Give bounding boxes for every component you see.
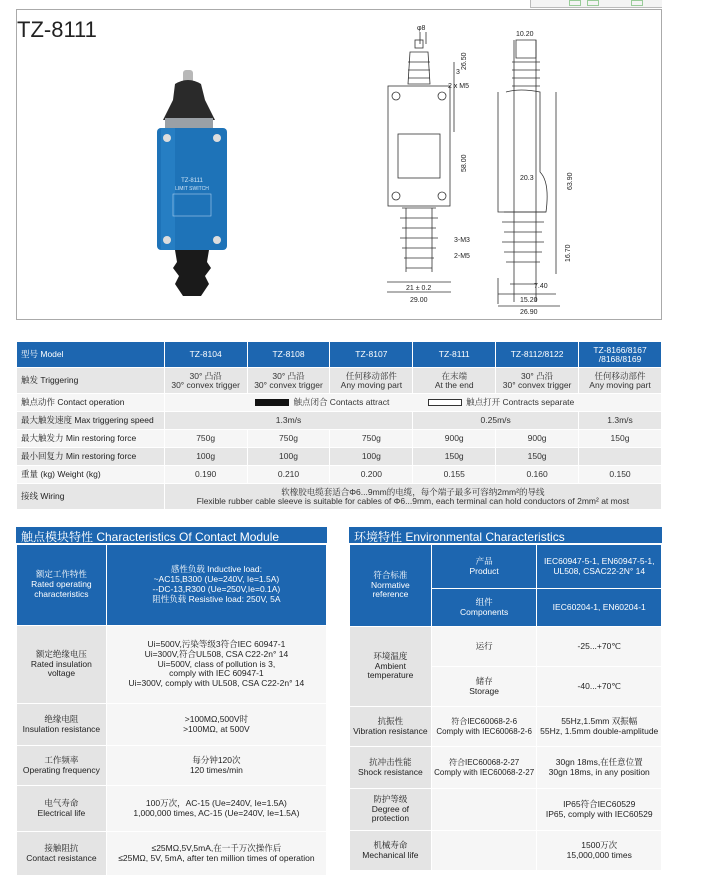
dim-label: 26.50 <box>461 52 468 70</box>
dim-label: 58.00 <box>461 154 468 172</box>
row-value: Ui=500V,污染等级3符合IEC 60947-1 Ui=300V,符合UL508, CSA C22-2n° 14 Ui=500V, class of pollution is 3, comply with IEC 60947-1 Ui=300V, comply with UL508, CSA C22-2n° 14 <box>106 626 326 704</box>
cell: 1.3m/s <box>579 412 662 430</box>
contact-module-table <box>16 544 327 876</box>
toolbar-button[interactable] <box>631 0 643 6</box>
model-title: TZ-8111 <box>17 17 97 42</box>
wiring-cn: 软橡胶电缆套适合Φ6...9mm的电缆，每个端子最多可容纳2mm²的导线 <box>281 486 545 497</box>
cell: 900g <box>413 430 496 448</box>
row-label: 绝缘电阻 Insulation resistance <box>17 704 107 746</box>
row-value: 感性负载 Inductive load: ~AC15,B300 (Ue=240V, Ie=1.5A) --DC-13,R300 (Ue=250V,Ie=0.1A) 阻性负载 Resistive load: 250V, 5A <box>106 545 326 626</box>
dimension-drawing <box>370 22 600 318</box>
wiring-cell <box>164 484 661 510</box>
row-label: 环境温度 Ambient temperature <box>350 627 432 707</box>
row-value: ≤25MΩ,5V,5mA,在一千万次操作后 ≤25MΩ, 5V, 5mA, after ten million times of operation <box>106 832 326 876</box>
cell: 在末端 At the end <box>413 368 496 394</box>
header-col: TZ-8107 <box>330 342 413 368</box>
row-label: 机械寿命 Mechanical life <box>350 831 432 871</box>
dim-label: 20.3 <box>520 175 534 182</box>
contact-attract-label: 触点闭合 Contacts attract <box>293 397 390 408</box>
sub-label: 符合IEC60068-2-27 Comply with IEC60068-2-27 <box>431 747 537 789</box>
contact-closed-swatch <box>255 399 289 406</box>
row-value: IEC60947-5-1, EN60947-5-1, UL508, CSAC22-2N° 14 <box>537 545 662 589</box>
cell: 0.155 <box>413 466 496 484</box>
row-label: 触发 Triggering <box>17 368 165 394</box>
dim-label: 2 x M5 <box>448 83 470 90</box>
dim-label: 10.20 <box>516 31 534 38</box>
row-label: 接触阻抗 Contact resistance <box>17 832 107 876</box>
cell: 750g <box>164 430 247 448</box>
cell: 750g <box>330 430 413 448</box>
dim-label: φ8 <box>417 25 426 32</box>
environmental-title: 环境特性 Environmental Characteristics <box>349 527 662 543</box>
spec-table <box>16 341 662 510</box>
dim-label: 21 ± 0.2 <box>406 285 432 292</box>
row-value: -40...+70℃ <box>537 667 662 707</box>
row-value: 1500万次 15,000,000 times <box>537 831 662 871</box>
sub-label: 符合IEC60068-2-6 Comply with IEC60068-2-6 <box>431 707 537 747</box>
cell: 750g <box>247 430 330 448</box>
cell: 0.150 <box>579 466 662 484</box>
cell: 150g <box>496 448 579 466</box>
row-value: -25...+70℃ <box>537 627 662 667</box>
product-photo <box>155 70 245 300</box>
cell: 150g <box>413 448 496 466</box>
row-label: 防护等级 Degree of protection <box>350 789 432 831</box>
product-label-type: LIMIT SWITCH <box>175 186 209 192</box>
row-value: >100MΩ,500V时 >100MΩ, at 500V <box>106 704 326 746</box>
cell: 100g <box>330 448 413 466</box>
row-label: 最小回复力 Min restoring force <box>17 448 165 466</box>
rubber-boot <box>163 80 215 120</box>
sub-label: 运行 <box>431 627 537 667</box>
cell: 900g <box>496 430 579 448</box>
wiring-en: Flexible rubber cable sleeve is suitable for cables of Φ6...9mm, each terminal can hold conductors of 2mm² at most <box>196 495 630 506</box>
cell <box>579 448 662 466</box>
dim-label: 15.20 <box>520 297 538 304</box>
cell: 100g <box>164 448 247 466</box>
empty-cell <box>431 789 537 831</box>
header-col: TZ-8166/8167 /8168/8169 <box>579 342 662 368</box>
product-label-model: TZ-8111 <box>181 178 203 184</box>
header-model: 型号 Model <box>17 342 165 368</box>
cell: 150g <box>579 430 662 448</box>
contact-separate-label: 触点打开 Contracts separate <box>466 397 575 408</box>
row-label: 抗冲击性能 Shock resistance <box>350 747 432 789</box>
cell: 任何移动部件 Any moving part <box>579 368 662 394</box>
header-col: TZ-8111 <box>413 342 496 368</box>
header-col: TZ-8112/8122 <box>496 342 579 368</box>
dim-label: 29.00 <box>410 297 428 304</box>
row-value: 100万次，AC-15 (Ue=240V, Ie=1.5A) 1,000,000 times, AC-15 (Ue=240V, Ie=1.5A) <box>106 786 326 832</box>
contact-module-title: 触点模块特性 Characteristics Of Contact Module <box>16 527 327 543</box>
row-label: 抗振性 Vibration resistance <box>350 707 432 747</box>
row-label: 最大触发速度 Max triggering speed <box>17 412 165 430</box>
cell: 100g <box>247 448 330 466</box>
cell: 0.160 <box>496 466 579 484</box>
cell: 0.190 <box>164 466 247 484</box>
row-label: 额定绝缘电压 Rated insulation voltage <box>17 626 107 704</box>
cell: 任何移动部件 Any moving part <box>330 368 413 394</box>
header-col: TZ-8108 <box>247 342 330 368</box>
toolbar-button[interactable] <box>569 0 581 6</box>
row-value: 30gn 18ms,在任意位置 30gn 18ms, in any position <box>537 747 662 789</box>
empty-cell <box>431 831 537 871</box>
row-value: IEC60204-1, EN60204-1 <box>537 589 662 627</box>
row-label: 工作频率 Operating frequency <box>17 746 107 786</box>
cable-gland <box>173 250 211 296</box>
environmental-table <box>349 544 662 871</box>
sub-label: 组件 Components <box>431 589 537 627</box>
contact-operation-cell <box>164 394 661 412</box>
sub-label: 储存 Storage <box>431 667 537 707</box>
cell: 30° 凸沿 30° convex trigger <box>496 368 579 394</box>
dim-label: 26.90 <box>520 309 538 316</box>
dim-label: 3-M3 <box>454 237 470 244</box>
row-value: 每分钟120次 120 times/min <box>106 746 326 786</box>
contact-open-swatch <box>428 399 462 406</box>
dim-label: 2-M5 <box>454 253 470 260</box>
sub-label: 产品 Product <box>431 545 537 589</box>
row-label: 最大触发力 Min restoring force <box>17 430 165 448</box>
cell: 0.200 <box>330 466 413 484</box>
row-label: 接线 Wiring <box>17 484 165 510</box>
top-toolbar-strip <box>530 0 662 8</box>
row-label: 符合标准 Normative reference <box>350 545 432 627</box>
row-value: IP65符合IEC60529 IP65, comply with IEC60529 <box>537 789 662 831</box>
cell: 0.25m/s <box>413 412 579 430</box>
cell: 1.3m/s <box>164 412 413 430</box>
toolbar-button[interactable] <box>587 0 599 6</box>
dim-label: 16.70 <box>565 244 572 262</box>
row-label: 额定工作特性 Rated operating characteristics <box>17 545 107 626</box>
dim-label: 7.40 <box>534 283 548 290</box>
row-value: 55Hz,1.5mm 双振幅 55Hz, 1.5mm double-amplitude <box>537 707 662 747</box>
cell: 0.210 <box>247 466 330 484</box>
cell: 30° 凸沿 30° convex trigger <box>164 368 247 394</box>
cell: 30° 凸沿 30° convex trigger <box>247 368 330 394</box>
dim-label: 63.90 <box>567 172 574 190</box>
row-label: 电气寿命 Electrical life <box>17 786 107 832</box>
row-label: 触点动作 Contact operation <box>17 394 165 412</box>
row-label: 重量 (kg) Weight (kg) <box>17 466 165 484</box>
header-col: TZ-8104 <box>164 342 247 368</box>
dim-label: 3 <box>456 69 460 76</box>
